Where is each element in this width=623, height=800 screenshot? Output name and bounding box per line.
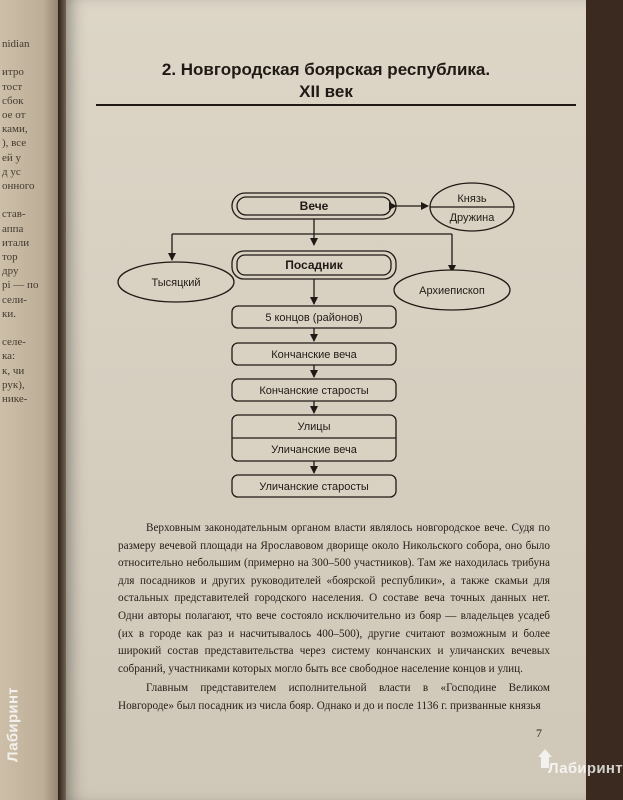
paragraph-1: Верховным законодательным органом власти являлось новгородское вече. Судя по размеру вечевой площади на Ярославовом дворище около Никольского собора, оно было относительно небольшим (примерно на 300–500 участников). Там же находилась трибуна для посадников и других руководителей «боярской республики», а также скамьи для остальных представителей городского населения. О составе веча точных данных нет. Одни авторы полагают, что вече состояло исключительно из бояр — владельцев усадеб (их в городе как раз и насчитывалось 400–500), другие считают возможным и более широкий состав представительства через систему кончанских и уличанских вечевых собраний, участниками которых могло быть все свободное население концов и улиц.: [118, 522, 550, 675]
back-page-fragment: ), все: [2, 137, 27, 150]
chain-label-1: 5 концов (районов): [265, 312, 363, 324]
back-page-fragment: аппа: [2, 222, 24, 235]
ulichanskie-vecha-label: Уличанские веча: [271, 444, 357, 456]
back-page-fragment: став-: [2, 208, 26, 221]
back-page-fragment: ей у: [2, 151, 22, 164]
arkhiepiskop-label: Архиепископ: [419, 285, 485, 297]
back-page-fragment: nidian: [2, 38, 30, 50]
back-page-fragment: ками,: [2, 123, 28, 136]
back-page-fragment: сбок: [2, 94, 24, 107]
back-page-fragment: рук),: [2, 378, 25, 391]
posadnik-label: Посадник: [285, 258, 343, 272]
tysyatsky-label: Тысяцкий: [151, 277, 201, 289]
body-text: [118, 520, 550, 716]
back-page-fragment: ка:: [2, 350, 16, 363]
book-page: [66, 0, 623, 800]
back-page-fragment: тор: [2, 251, 18, 263]
druzhina-label: Дружина: [449, 212, 495, 224]
back-page-fragment: онного: [2, 180, 35, 192]
governance-diagram: [66, 0, 586, 520]
veche-label: Вече: [299, 199, 329, 213]
back-page-fragment: тост: [2, 80, 23, 93]
watermark-right: Лабиринт: [548, 760, 623, 777]
back-page-fragment: нике-: [2, 393, 28, 405]
back-page-fragment: дру: [2, 265, 19, 278]
back-page-fragment: селе-: [2, 336, 26, 349]
back-page-fragment: рі — по: [2, 279, 39, 292]
back-page-fragment: итро: [2, 66, 24, 79]
back-page-fragment: сели-: [2, 293, 27, 306]
watermark-left: Лабиринт: [4, 687, 22, 762]
back-page-fragment: к, чи: [2, 364, 25, 377]
back-page-fragment: итали: [2, 236, 30, 249]
chain-label-2: Кончанские веча: [271, 349, 357, 361]
page-title-line1: 2. Новгородская боярская республика.: [161, 60, 491, 79]
page-title-line2: XII век: [299, 82, 353, 101]
back-page-fragment: ки.: [2, 307, 16, 320]
knyaz-label: Князь: [457, 193, 487, 205]
back-page-fragment: ое от: [2, 109, 26, 121]
back-page-fragment: д ус: [2, 165, 21, 178]
page-number: 7: [536, 726, 542, 740]
chain-label-3: Кончанские старосты: [259, 385, 369, 397]
ulichanskie-starosty-label: Уличанские старосты: [259, 481, 369, 493]
paragraph-2: Главным представителем исполнительной власти в «Господине Великом Новгороде» был посадник из числа бояр. Однако и до и после 1136 г. призванные князья: [118, 682, 550, 712]
ulitsy-label: Улицы: [297, 421, 331, 433]
